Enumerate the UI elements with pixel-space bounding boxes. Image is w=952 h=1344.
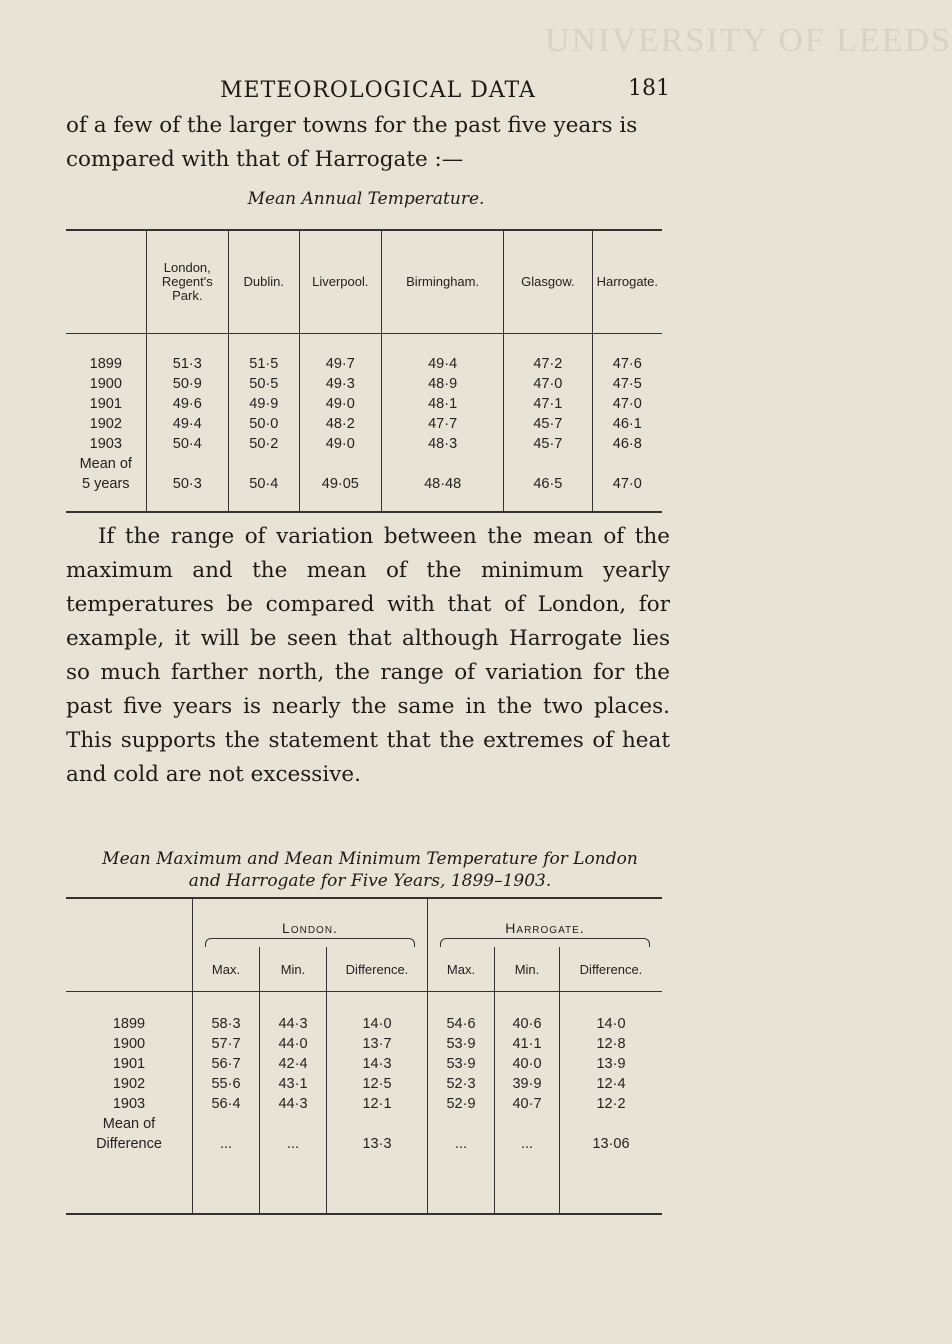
table1-value-cell: 49·9 [249,396,279,412]
table1-year-label: 1901 [89,396,122,412]
table1-header-liverpool: Liverpool. [299,230,382,334]
table2-value-cell: 55·6 [211,1076,241,1092]
table2-group-harrogate-brace [440,938,650,947]
table1-value-cell: 47·1 [533,396,563,412]
table1-header-row [66,230,662,334]
table2-group-london-brace [205,938,415,947]
table1-value-cell [597,454,658,474]
table1-year-label: 1903 [89,436,122,452]
table2-value-cell: 42·4 [278,1056,308,1072]
table1-value-cell: 46·8 [612,436,642,452]
table1-value-cell: 50·2 [249,436,279,452]
table2-value-cell: 53·9 [446,1036,476,1052]
table2-value-cell: 12·5 [362,1076,392,1092]
table2-harrogate-min-column [495,992,560,1215]
table1-header-harrogate: Harrogate. [592,230,662,334]
max-min-temperature-table [66,897,662,1215]
table2-header-london-difference: Difference. [327,947,428,992]
table1-header-birmingham: Birmingham. [382,230,504,334]
table1-mean-cell: 46·5 [533,476,563,492]
table2-value-cell: 52·3 [446,1076,476,1092]
table1-value-cell: 49·4 [172,416,202,432]
table2-group-header-row [66,898,662,947]
table1-value-cell: 48·9 [428,376,458,392]
table1-value-cell: 51·3 [172,356,202,372]
table1-year-column [66,334,146,513]
table1-value-cell: 47·7 [428,416,458,432]
table1-value-cell: 45·7 [533,416,563,432]
table2-year-label: 1899 [112,1016,146,1032]
table2-value-cell [331,1114,423,1134]
table1-header-london: London, Regent's Park. [146,230,228,334]
table1-value-cell: 50·4 [172,436,202,452]
table1-value-cell: 49·7 [325,356,355,372]
table2-value-cell: 14·0 [362,1016,392,1032]
table2-group-london [193,898,428,947]
table2-header-harrogate-max: Max. [428,947,495,992]
table2-mean-cell: 13·3 [362,1136,392,1152]
table2-header-year [66,898,193,992]
mean-annual-temperature-table [66,229,662,513]
running-head: METEOROLOGICAL DATA [220,78,536,103]
table1-caption: Mean Annual Temperature. [247,189,485,209]
table2-london-difference-column [327,992,428,1215]
table2-group-london-label: London. [282,920,338,936]
table2-year-label: 1901 [112,1056,146,1072]
table2-london-max-column [193,992,260,1215]
table2-header-harrogate-difference: Difference. [560,947,663,992]
table1-harrogate-column [592,334,662,513]
library-watermark: UNIVERSITY OF LEEDS [545,22,952,59]
table1-value-cell [151,454,224,474]
table2-value-cell [499,1114,555,1134]
table2-value-cell: 40·6 [512,1016,542,1032]
table1-value-cell: 50·0 [249,416,279,432]
table1-header-year [66,230,146,334]
table1-birmingham-column [382,334,504,513]
table2-value-cell: 44·3 [278,1016,308,1032]
table1-value-cell [508,454,587,474]
table1-body-row [66,334,662,513]
table2-value-cell: 52·9 [446,1096,476,1112]
table2-value-cell: 14·3 [362,1056,392,1072]
table1-value-cell: 46·1 [612,416,642,432]
table2-mean-label: Difference [96,1136,162,1152]
table2-value-cell [564,1114,658,1134]
table2-mean-label: Mean of [102,1116,156,1132]
body-paragraph: If the range of variation between the mean of the maximum and the mean of the minimum yearly temperatures be compared with that of London, for example, it will be seen that although Harrogate lies so much farther north, the range of variation for the past five years is nearly the same in the two places. This supports the statement that the extremes of heat and cold are not excessive. [66,524,670,787]
table2-header-london-max: Max. [193,947,260,992]
table2-year-column [66,992,193,1215]
table1-value-cell: 50·9 [172,376,202,392]
table1-value-cell: 49·6 [172,396,202,412]
table2-value-cell: 41·1 [512,1036,542,1052]
table2-value-cell [264,1114,322,1134]
table2-value-cell: 13·9 [596,1056,626,1072]
table1-value-cell: 48·1 [428,396,458,412]
table1-mean-cell: 50·3 [172,476,202,492]
table1-value-cell: 49·3 [325,376,355,392]
table2-group-harrogate-label: Harrogate. [505,920,585,936]
table1-value-cell: 47·0 [612,396,642,412]
table2-value-cell: 40·0 [512,1056,542,1072]
table2-year-label: 1903 [112,1096,146,1112]
table2-header-london-min: Min. [260,947,327,992]
table2-body-row [66,992,662,1215]
table1-value-cell [386,454,499,474]
page-number: 181 [628,76,670,101]
table1-dublin-column [229,334,300,513]
table2-caption-line2: and Harrogate for Five Years, 1899–1903. [188,871,552,891]
table1-value-cell: 50·5 [249,376,279,392]
table2-header-harrogate-min: Min. [495,947,560,992]
table1-mean-cell: 48·48 [424,476,462,492]
table1-value-cell: 47·6 [612,356,642,372]
table1-value-cell: 51·5 [249,356,279,372]
table1-header-dublin: Dublin. [229,230,300,334]
table1-value-cell: 45·7 [533,436,563,452]
table2-value-cell: 12·8 [596,1036,626,1052]
table2-group-harrogate [428,898,663,947]
table2-caption [70,848,670,892]
table1-mean-cell: 50·4 [249,476,279,492]
table1-value-cell: 47·0 [533,376,563,392]
table2-value-cell: 12·4 [596,1076,626,1092]
table2-value-cell: 12·1 [362,1096,392,1112]
table1-value-cell: 48·3 [428,436,458,452]
table2-harrogate-max-column [428,992,495,1215]
table1-value-cell: 49·0 [325,396,355,412]
table2-london-min-column [260,992,327,1215]
table1-value-cell: 49·0 [325,436,355,452]
table1-mean-label: 5 years [81,476,130,492]
table2-value-cell: 57·7 [211,1036,241,1052]
table2-value-cell: 14·0 [596,1016,626,1032]
table2-mean-cell: ... [219,1136,233,1152]
table1-mean-cell: 47·0 [612,476,642,492]
table1-value-cell: 47·5 [612,376,642,392]
table2-mean-cell: 13·06 [592,1136,630,1152]
table2-value-cell [432,1114,490,1134]
table1-year-label: 1899 [89,356,122,372]
table2-mean-cell: ... [286,1136,300,1152]
table2-year-label: 1900 [112,1036,146,1052]
table2-caption-line1: Mean Maximum and Mean Minimum Temperature for London [102,849,638,869]
table2-value-cell: 40·7 [512,1096,542,1112]
table1-glasgow-column [504,334,592,513]
table1-value-cell: 48·2 [325,416,355,432]
table1-year-label: 1902 [89,416,122,432]
table1-mean-label: Mean of [79,456,132,472]
table2-value-cell: 39·9 [512,1076,542,1092]
table1-liverpool-column [299,334,382,513]
table2-value-cell [197,1114,255,1134]
table2-value-cell: 12·2 [596,1096,626,1112]
table1-value-cell: 47·2 [533,356,563,372]
table2-mean-cell: ... [454,1136,468,1152]
table2-value-cell: 53·9 [446,1056,476,1072]
table2-value-cell: 13·7 [362,1036,392,1052]
table1-mean-cell: 49·05 [321,476,359,492]
intro-paragraph: of a few of the larger towns for the past five years is compared with that of Harrogate :— [66,113,638,172]
table2-mean-cell: ... [520,1136,534,1152]
table1-value-cell [233,454,295,474]
table1-value-cell: 49·4 [428,356,458,372]
table2-harrogate-difference-column [560,992,663,1215]
table2-value-cell: 44·3 [278,1096,308,1112]
table2-value-cell: 43·1 [278,1076,308,1092]
table1-value-cell [304,454,378,474]
table1-header-glasgow: Glasgow. [504,230,592,334]
table2-value-cell: 44·0 [278,1036,308,1052]
table2-value-cell: 56·7 [211,1056,241,1072]
table2-value-cell: 56·4 [211,1096,241,1112]
table2-year-label: 1902 [112,1076,146,1092]
table1-year-label: 1900 [89,376,122,392]
table2-value-cell: 54·6 [446,1016,476,1032]
table2-value-cell: 58·3 [211,1016,241,1032]
table1-london-column [146,334,228,513]
